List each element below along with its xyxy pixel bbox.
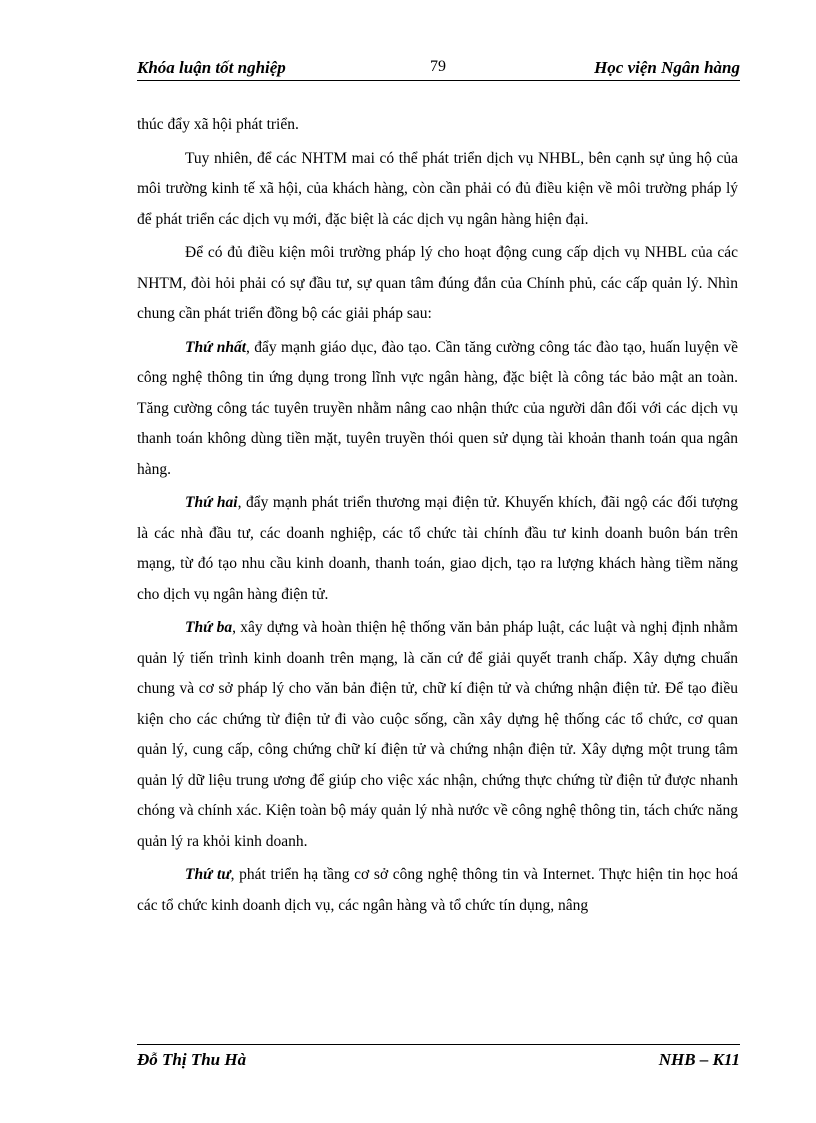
paragraph-lead: Thứ hai (185, 494, 238, 511)
paragraph-text: , phát triển hạ tầng cơ sở công nghệ thông tin và Internet. Thực hiện tin học hoá các tổ chức kinh doanh dịch vụ, các ngân hàng và tổ chức tín dụng, nâng (137, 866, 738, 914)
document-body (137, 110, 738, 924)
paragraph (137, 860, 738, 921)
header-thesis-title: Khóa luận tốt nghiệp (137, 58, 286, 77)
header-divider (137, 80, 740, 81)
page-footer (137, 1050, 740, 1074)
paragraph (137, 144, 738, 236)
paragraph (137, 333, 738, 486)
paragraph-lead: Thứ nhất (185, 338, 247, 356)
page-header (137, 58, 740, 82)
paragraph-text: Tuy nhiên, để các NHTM mai có thể phát triển dịch vụ NHBL, bên cạnh sự ủng hộ của môi trường kinh tế xã hội, của khách hàng, còn cần phải có đủ điều kiện về môi trường pháp lý để phát triển các dịch vụ mới, đặc biệt là các dịch vụ ngân hàng hiện đại. (137, 149, 738, 228)
footer-divider (137, 1044, 740, 1045)
paragraph-text: , đẩy mạnh phát triển thương mại điện tử. Khuyến khích, đãi ngộ các đối tượng là các nhà đầu tư, các doanh nghiệp, các tổ chức tài chính đầu tư kinh doanh buôn bán trên mạng, từ đó tạo nhu cầu kinh doanh, thanh toán, giao dịch, tạo ra lượng khách hàng tiềm năng cho dịch vụ ngân hàng điện tử. (137, 494, 738, 603)
paragraph (137, 110, 738, 141)
paragraph-text: , xây dựng và hoàn thiện hệ thống văn bản pháp luật, các luật và nghị định nhằm quản lý tiến trình kinh doanh trên mạng, là căn cứ để giải quyết tranh chấp. Xây dựng chuẩn chung và cơ sở pháp lý cho văn bản điện tử, chữ kí điện tử và chứng nhận điện tử. Để tạo điều kiện cho các chứng từ điện tử đi vào cuộc sống, cần xây dựng hệ thống các tổ chức, cơ quan quản lý, cung cấp, công chứng chữ kí điện tử và chứng nhận điện tử. Xây dựng một trung tâm quản lý dữ liệu trung ương để giúp cho việc xác nhận, chứng thực chứng từ điện tử được nhanh chóng và chính xác. Kiện toàn bộ máy quản lý nhà nước về công nghệ thông tin, tách chức năng quản lý ra khỏi kinh doanh. (137, 619, 738, 850)
paragraph (137, 613, 738, 857)
paragraph-text: thúc đẩy xã hội phát triển. (137, 116, 299, 133)
paragraph (137, 488, 738, 610)
paragraph-text: Để có đủ điều kiện môi trường pháp lý cho hoạt động cung cấp dịch vụ NHBL của các NHTM, đòi hỏi phải có sự đầu tư, sự quan tâm đúng đắn của Chính phủ, các cấp quản lý. Nhìn chung cần phát triển đồng bộ các giải pháp sau: (137, 244, 738, 322)
paragraph-lead: Thứ tư (185, 866, 231, 883)
paragraph-lead: Thứ ba (185, 619, 233, 636)
paragraph-text: , đẩy mạnh giáo dục, đào tạo. Cần tăng cường công tác đào tạo, huấn luyện về công nghệ thông tin ứng dụng trong lĩnh vực ngân hàng, đặc biệt là công tác bảo mật an toàn. Tăng cường công tác tuyên truyền nhằm nâng cao nhận thức của người dân đối với các dịch vụ thanh toán không dùng tiền mặt, tuyên truyền thói quen sử dụng tài khoản thanh toán qua ngân hàng. (137, 338, 738, 478)
footer-author: Đỗ Thị Thu Hà (137, 1050, 247, 1069)
page-number: 79 (430, 58, 446, 75)
paragraph (137, 238, 738, 330)
footer-class-code: NHB – K11 (658, 1050, 740, 1069)
header-institution: Học viện Ngân hàng (594, 58, 740, 77)
